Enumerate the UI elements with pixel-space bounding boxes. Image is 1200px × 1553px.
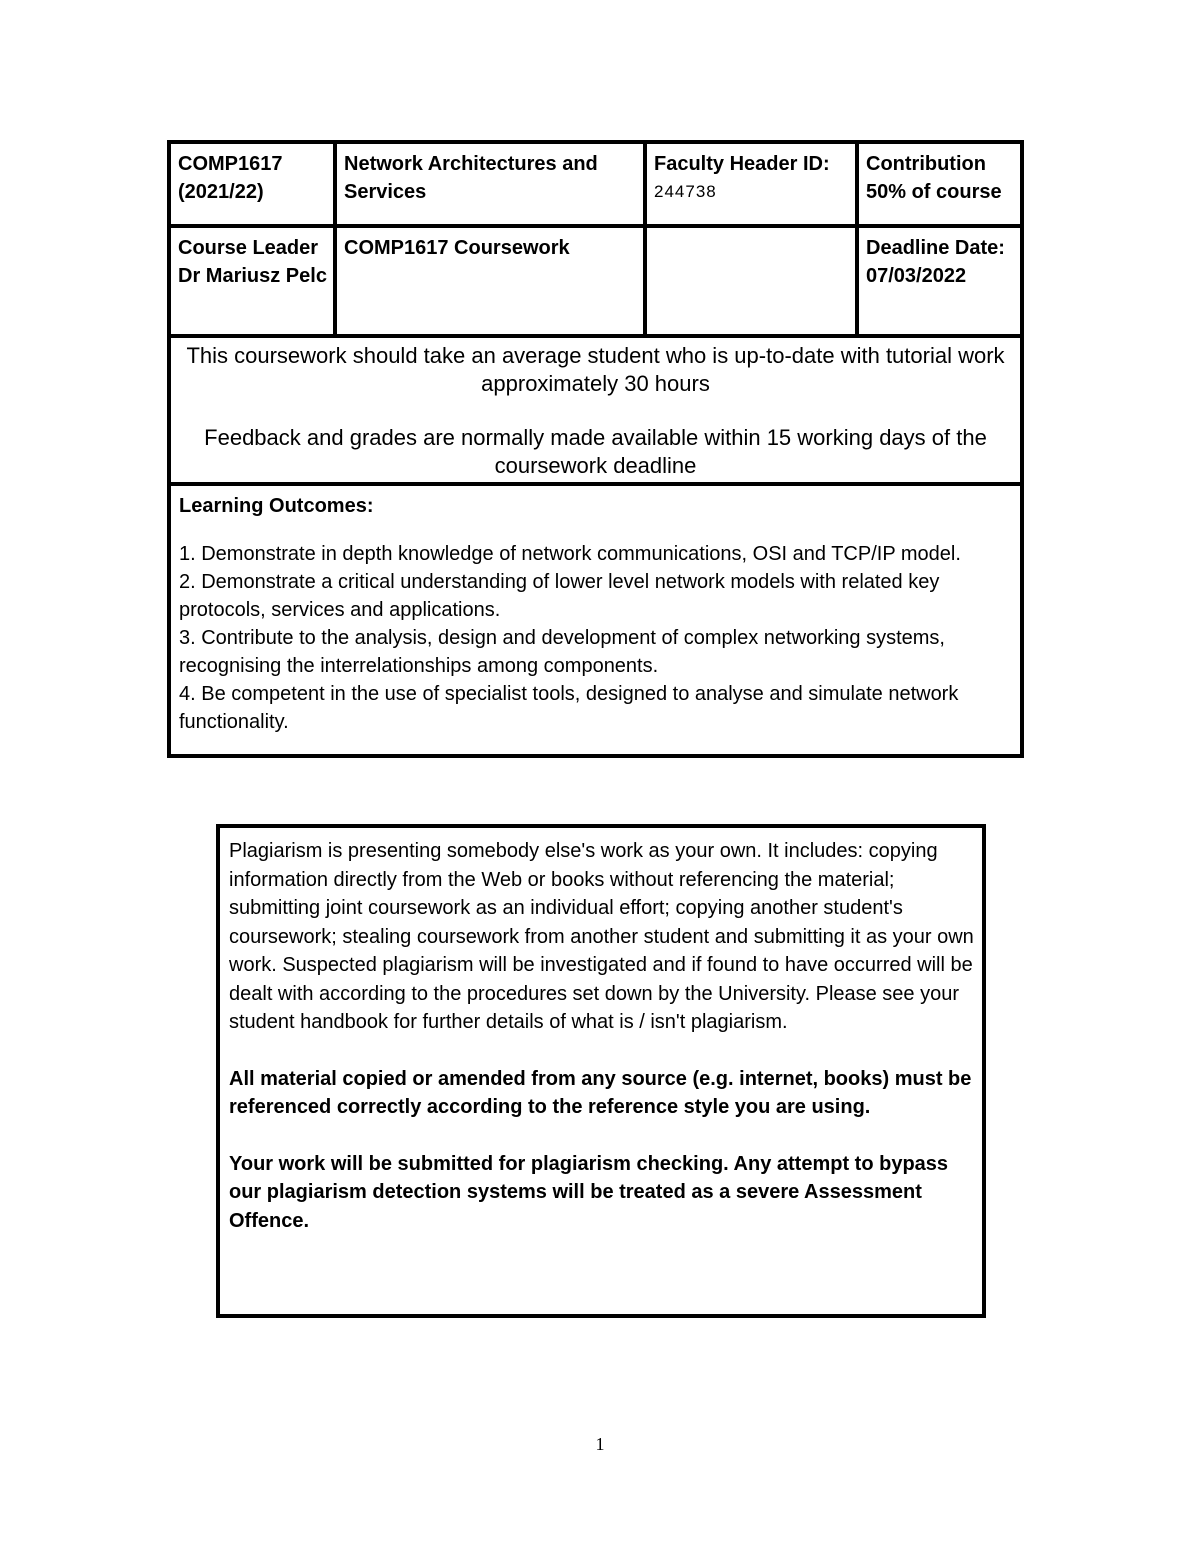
learning-outcome-item: 3. Contribute to the analysis, design and development of complex networking systems, recognising the interrelationships among components.	[179, 627, 945, 677]
deadline-value: 07/03/2022	[866, 265, 967, 287]
learning-outcomes-cell	[169, 484, 1022, 756]
learning-outcome-item: 4. Be competent in the use of specialist tools, designed to analyse and simulate network functionality.	[179, 683, 959, 733]
course-leader-cell	[169, 226, 335, 336]
faculty-header-id: 244738	[654, 182, 717, 201]
header-row-1	[169, 142, 1022, 226]
learning-outcome-item: 2. Demonstrate a critical understanding of lower level network models with related key protocols, services and applications.	[179, 571, 940, 621]
empty-cell	[645, 226, 857, 336]
plagiarism-checking-warning: Your work will be submitted for plagiarism checking. Any attempt to bypass our plagiarism detection systems will be treated as a severe Assessment Offence.	[229, 1152, 949, 1232]
deadline-cell	[857, 226, 1022, 336]
course-leader-name: Dr Mariusz Pelc	[178, 265, 327, 287]
plagiarism-notice-box	[216, 824, 986, 1318]
deadline-label: Deadline Date:	[866, 237, 1005, 259]
coursework-title: COMP1617 Coursework	[344, 237, 570, 259]
faculty-header-label: Faculty Header ID:	[654, 153, 830, 175]
contribution-cell	[857, 142, 1022, 226]
header-row-2	[169, 226, 1022, 336]
coursework-title-cell	[335, 226, 645, 336]
referencing-requirement: All material copied or amended from any source (e.g. internet, books) must be referenced correctly according to the reference style you are using.	[229, 1067, 972, 1118]
page-number: 1	[595, 1434, 605, 1454]
workload-text: This coursework should take an average student who is up-to-date with tutorial work approximately 30 hours	[186, 343, 1005, 396]
header-row-4	[169, 484, 1022, 756]
course-leader-label: Course Leader	[178, 237, 319, 259]
course-code-cell	[169, 142, 335, 226]
academic-year: (2021/22)	[178, 181, 264, 203]
course-title: Network Architectures and Services	[344, 153, 598, 203]
learning-outcome-item: 1. Demonstrate in depth knowledge of network communications, OSI and TCP/IP model.	[179, 543, 961, 565]
header-row-3	[169, 336, 1022, 484]
course-code: COMP1617	[178, 153, 283, 175]
faculty-header-cell	[645, 142, 857, 226]
course-title-cell	[335, 142, 645, 226]
contribution-label: Contribution	[866, 153, 986, 175]
workload-cell	[169, 336, 1022, 484]
learning-outcomes-title: Learning Outcomes:	[179, 495, 374, 517]
plagiarism-definition: Plagiarism is presenting somebody else's work as your own. It includes: copying information directly from the Web or books without referencing the material; submitting joint coursework as an individual effort; copying another student's coursework; stealing coursework from another student and submitting it as your own work. Suspected plagiarism will be investigated and if found to have occurred will be dealt with according to the procedures set down by the University. Please see your student handbook for further details of what is / isn't plagiarism.	[229, 840, 974, 1033]
feedback-text: Feedback and grades are normally made available within 15 working days of the coursework deadline	[204, 425, 987, 478]
coursework-header-table	[167, 140, 1024, 758]
contribution-value: 50% of course	[866, 181, 1002, 203]
